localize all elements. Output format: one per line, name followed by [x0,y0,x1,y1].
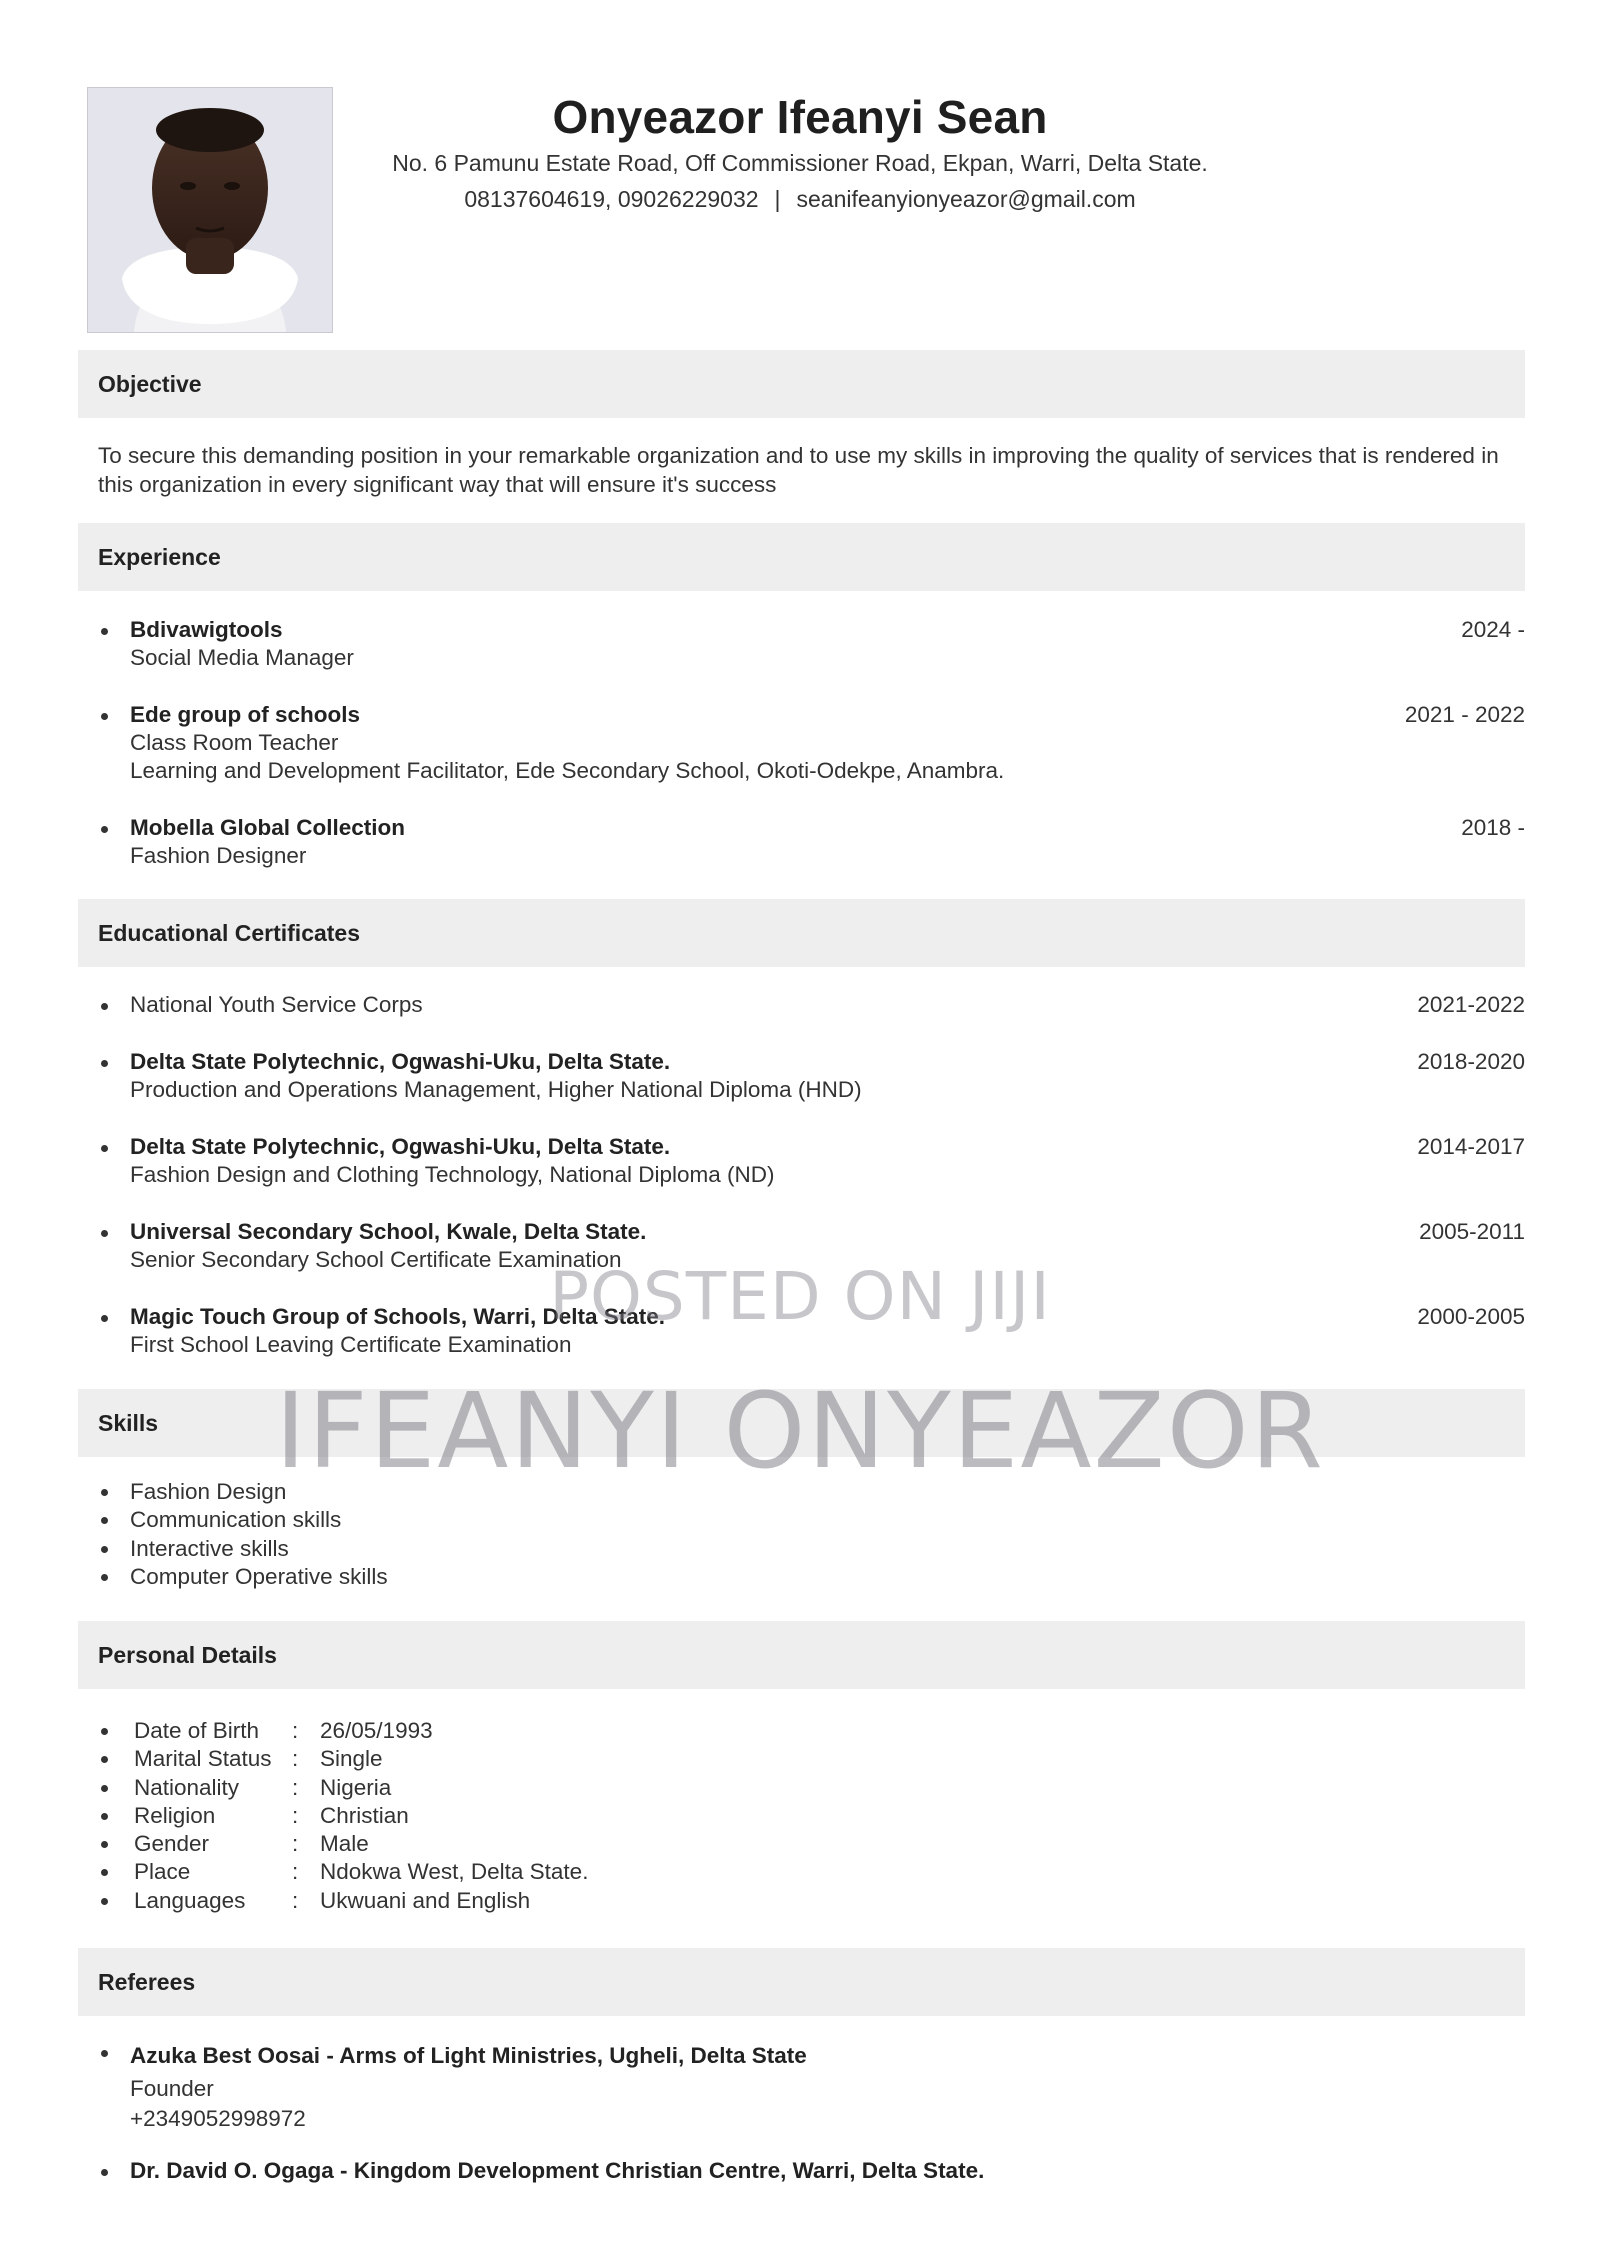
experience-role: Fashion Designer [130,843,307,868]
education-date: 2005-2011 [1419,1219,1525,1244]
education-date: 2000-2005 [1417,1304,1525,1329]
referees-heading: Referees [78,1948,1525,2016]
education-org: Delta State Polytechnic, Ogwashi-Uku, Delta State. [130,1134,671,1159]
experience-date: 2018 - [1461,815,1525,840]
bullet-icon [101,1546,108,1553]
detail-colon: : [292,1774,299,1800]
objective-text: To secure this demanding position in your remarkable organization and to use my skills in improving the quality of services that is rendered in this organization in every significant way that will ensure it's success [98,443,1499,497]
experience-role: Class Room Teacher [130,730,339,755]
detail-value: Christian [320,1802,409,1828]
education-qualification: Production and Operations Management, Higher National Diploma (HND) [130,1077,862,1102]
personal-detail-row [98,1858,588,1886]
detail-key: Date of Birth [134,1718,260,1743]
bullet-icon [101,1003,108,1010]
personal-detail-row [98,1774,588,1802]
personal-detail-row [98,1830,588,1858]
education-heading: Educational Certificates [78,899,1525,967]
detail-colon: : [292,1746,299,1772]
bullet-icon [101,713,108,720]
education-item [98,1048,1525,1104]
bullet-icon [101,1230,108,1237]
phone-numbers: 08137604619, 09026229032 [464,186,759,212]
education-qualification: Senior Secondary School Certificate Examination [130,1247,622,1272]
bullet-icon [101,1869,108,1876]
referee-item [98,2157,1525,2185]
list-item [98,1563,388,1591]
detail-key: Nationality [134,1774,240,1800]
experience-org: Ede group of schools [130,702,361,727]
bullet-icon [101,1898,108,1905]
detail-value: Male [320,1831,369,1857]
detail-key: Place [134,1859,191,1885]
bullet-icon [101,1785,108,1792]
education-qualification: First School Leaving Certificate Examination [130,1332,572,1357]
contact-separator: | [774,186,781,212]
skill-label: Communication skills [130,1507,342,1533]
candidate-name: Onyeazor Ifeanyi Sean [552,91,1048,143]
detail-colon: : [292,1887,299,1913]
detail-value: Single [320,1746,383,1772]
experience-item [98,701,1525,785]
detail-colon: : [292,1718,299,1743]
bullet-icon [101,826,108,833]
education-org: Magic Touch Group of Schools, Warri, Delta State. [130,1304,666,1329]
detail-key: Gender [134,1831,210,1857]
bullet-icon [101,1841,108,1848]
email-address: seanifeanyionyeazor@gmail.com [796,186,1136,212]
detail-value: Nigeria [320,1774,392,1800]
bullet-icon [101,1728,108,1735]
referee-phone: +2349052998972 [130,2106,306,2131]
experience-org: Bdivawigtools [130,617,283,642]
detail-colon: : [292,1831,299,1857]
bullet-icon [101,1145,108,1152]
referee-role: Founder [130,2076,214,2101]
contact-line [330,186,1270,213]
experience-item [98,814,1525,870]
list-item [98,1506,388,1534]
skill-label: Interactive skills [130,1535,289,1561]
list-item [98,1535,388,1563]
personal-details-heading: Personal Details [78,1621,1525,1689]
candidate-address: No. 6 Pamunu Estate Road, Off Commissioner Road, Ekpan, Warri, Delta State. [392,150,1208,176]
profile-photo [87,87,333,333]
personal-details-list [98,1717,588,1915]
experience-date: 2021 - 2022 [1404,702,1525,727]
objective-heading: Objective [78,350,1525,418]
experience-role: Social Media Manager [130,645,354,670]
bullet-icon [101,628,108,635]
skills-list [98,1478,388,1591]
bullet-icon [101,2169,108,2176]
personal-detail-row [98,1745,588,1773]
detail-value: Ndokwa West, Delta State. [320,1859,589,1885]
education-item [98,1133,1525,1189]
detail-key: Religion [134,1802,216,1828]
detail-key: Marital Status [134,1746,272,1772]
education-item [98,991,1525,1019]
experience-item [98,616,1525,672]
personal-detail-row [98,1887,588,1915]
detail-value: Ukwuani and English [320,1887,531,1913]
education-org: Universal Secondary School, Kwale, Delta State. [130,1219,647,1244]
detail-colon: : [292,1859,299,1885]
education-org: Delta State Polytechnic, Ogwashi-Uku, Delta State. [130,1049,671,1074]
skill-label: Fashion Design [130,1479,287,1504]
education-date: 2018-2020 [1417,1049,1525,1074]
watermark-name: IFEANYI ONYEAZOR [275,1370,1325,1492]
education-org: National Youth Service Corps [130,992,423,1017]
education-qualification: Fashion Design and Clothing Technology, National Diploma (ND) [130,1162,775,1187]
detail-key: Languages [134,1887,246,1913]
bullet-icon [101,1060,108,1067]
detail-colon: : [292,1802,299,1828]
person-portrait-icon [88,88,332,332]
skills-heading: Skills [78,1389,1525,1457]
education-date: 2021-2022 [1417,992,1525,1017]
referee-name: Dr. David O. Ogaga - Kingdom Development Christian Centre, Warri, Delta State. [130,2158,985,2183]
experience-date: 2024 - [1461,617,1525,642]
bullet-icon [101,1756,108,1763]
experience-heading: Experience [78,523,1525,591]
bullet-icon [101,1813,108,1820]
personal-detail-row [98,1717,588,1745]
personal-detail-row [98,1802,588,1830]
referee-name: Azuka Best Oosai - Arms of Light Ministries, Ugheli, Delta State [130,2043,807,2068]
education-date: 2014-2017 [1417,1134,1525,1159]
detail-value: 26/05/1993 [320,1718,433,1743]
bullet-icon [101,1517,108,1524]
experience-org: Mobella Global Collection [130,815,406,840]
referee-item [98,2038,1525,2134]
bullet-icon [101,2050,108,2057]
experience-detail: Learning and Development Facilitator, Ede Secondary School, Okoti-Odekpe, Anambra. [130,758,1005,783]
skill-label: Computer Operative skills [130,1563,388,1589]
watermark-posted-on: POSTED ON JIJI [549,1258,1051,1335]
bullet-icon [101,1574,108,1581]
